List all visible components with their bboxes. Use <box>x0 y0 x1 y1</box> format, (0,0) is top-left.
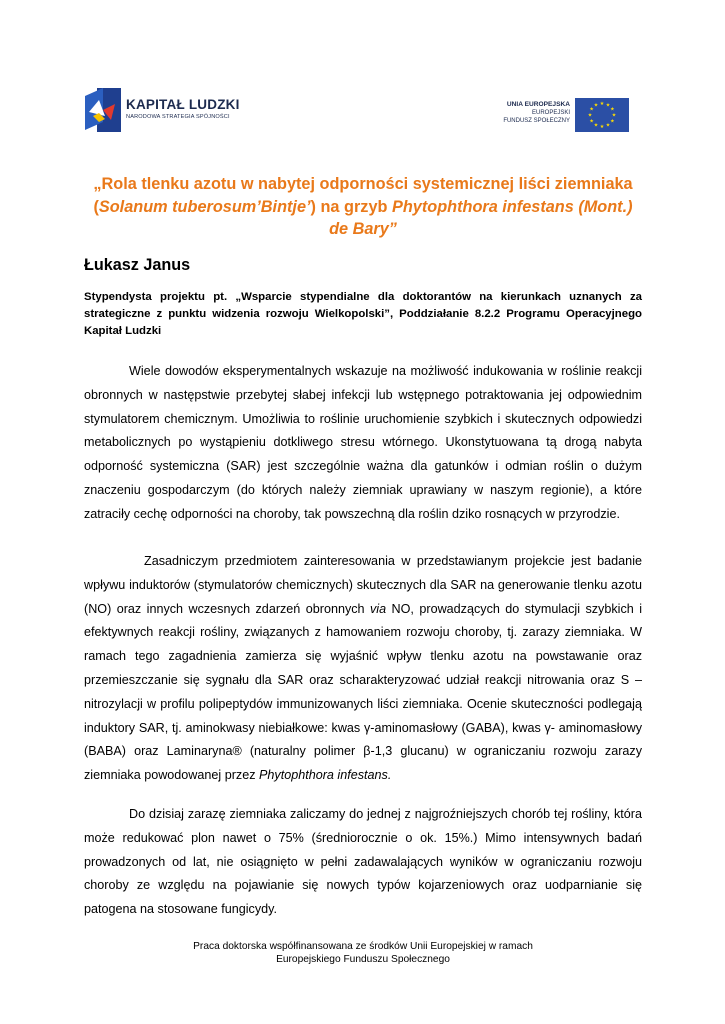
svg-text:★: ★ <box>605 122 611 129</box>
paragraph-2-text-b: NO, prowadzących do stymulacji szybkich i efektywnych reakcji rośliny, związanych z hamowaniem rozwoju choroby, tj. zarazy ziemniaka. W ramach tego zagadnienia zamierza się wyjaśnić wpływ tlenku azotu na powstawanie oraz przemieszczanie się sygnału dla SAR oraz scharakteryzować udział reakcji nitrowania oraz S –nitrozylacji w profilu polipeptydów immunizowanych liści ziemniaka. Ocenie skuteczności podlegają induktory SAR, tj. aminokwasy niebiałkowe: kwas γ-aminomasłowy (GABA), kwas γ- aminomasłowy (BABA) oraz Laminaryna® (naturalny polimer β-1,3 glucanu) w ograniczaniu rozwoju zarazy ziemniaka powodowanej przez <box>84 601 642 783</box>
kapital-ludzki-emblem-icon <box>83 86 123 134</box>
eu-logo-line2: EUROPEJSKI <box>531 110 570 116</box>
eu-logo-line1: UNIA EUROPEJSKA <box>506 101 570 108</box>
affiliation-text: Stypendysta projektu pt. „Wsparcie stypendialne dla doktorantów na kierunkach uznanych za strategiczne z punktu widzenia rozwoju Wielkopolski”, Poddziałanie 8.2.2 Programu Operacyjnego Kapitał Ludzki <box>84 291 642 337</box>
paragraph-2-via: via <box>370 601 387 616</box>
eu-social-fund-logo <box>470 98 630 134</box>
eu-logo-text <box>470 100 570 125</box>
body-paragraph-3: Do dzisiaj zarazę ziemniaka zaliczamy do jednej z najgroźniejszych chorób tej rośliny, która może redukować plon nawet o 75% (średniorocznie o ok. 15%.) Mimo intensywnych badań prowadzonych od lat, nie osiągnięto w pełni zadawalających wyników w ograniczaniu rozwoju choroby ze względu na pojawianie się nowych typów kojarzeniowych oraz uodparnianie się patogena na stosowane fungicydy. <box>84 807 642 917</box>
svg-text:★: ★ <box>611 112 617 119</box>
eu-logo-line3: FUNDUSZ SPOŁECZNY <box>503 118 570 124</box>
svg-text:★: ★ <box>610 118 615 125</box>
document-title <box>84 173 642 241</box>
svg-text:★: ★ <box>599 101 605 107</box>
page-footer <box>84 940 642 966</box>
svg-text:★: ★ <box>610 106 615 113</box>
author-name: Łukasz Janus <box>84 256 191 274</box>
body-paragraph-1: Wiele dowodów eksperymentalnych wskazuje na możliwość indukowania w roślinie reakcji obronnych w następstwie przebytej słabej infekcji lub wstępnego potraktowania jej odpowiednim stymulatorem chemicznym. Umożliwia to roślinie uruchomienie szybkich i skutecznych odpowiedzi metabolicznych po wystąpieniu dotkliwego stresu wtórnego. Ukonstytuowana tą drogą nabyta odporność systemiczna (SAR) jest szczególnie ważna dla gatunków i odmian roślin o dużym znaczeniu gospodarczym (do których należy ziemniak uprawiany w naszym regionie), a które zatraciły cechę odporności na choroby, tak powszechną dla roślin dziko rosnących w przyrodzie. <box>84 364 642 521</box>
eu-flag-icon <box>575 98 629 132</box>
title-part3: ) na grzyb <box>310 197 392 216</box>
paragraph-2-species: Phytophthora infestans. <box>259 768 392 783</box>
title-pathogen-italic: Phytophthora infestans (Mont.) de Bary” <box>329 197 633 238</box>
svg-text:★: ★ <box>599 124 605 131</box>
svg-text:★: ★ <box>587 112 593 119</box>
svg-text:★: ★ <box>593 122 599 129</box>
svg-text:★: ★ <box>605 102 611 109</box>
kapital-ludzki-subtitle: NARODOWA STRATEGIA SPÓJNOŚCI <box>126 114 230 120</box>
svg-text:★: ★ <box>593 102 599 109</box>
kapital-ludzki-logo <box>83 86 243 134</box>
paragraph-2-text-a: Zasadniczym przedmiotem zainteresowania w przedstawianym projekcie jest badanie wpływu induktorów (stymulatorów chemicznych) skutecznych dla SAR na generowanie tlenku azotu (NO) oraz innych wczesnych zdarzeń obronnych <box>84 554 642 616</box>
kapital-ludzki-wordmark <box>126 98 240 120</box>
footer-line-1: Praca doktorska współfinansowana ze środków Unii Europejskiej w ramach <box>193 941 533 952</box>
svg-text:★: ★ <box>589 118 594 125</box>
title-species-italic: Solanum tuberosum’Bintje’ <box>98 197 311 216</box>
svg-text:★: ★ <box>589 106 594 113</box>
page-header <box>0 0 725 160</box>
footer-line-2: Europejskiego Funduszu Społecznego <box>276 954 450 965</box>
title-part1: „Rola tlenku azotu w nabytej odporności systemicznej liści ziemniaka ( <box>93 175 633 216</box>
kapital-ludzki-title: KAPITAŁ LUDZKI <box>126 97 240 112</box>
body-paragraph-2 <box>84 550 642 788</box>
